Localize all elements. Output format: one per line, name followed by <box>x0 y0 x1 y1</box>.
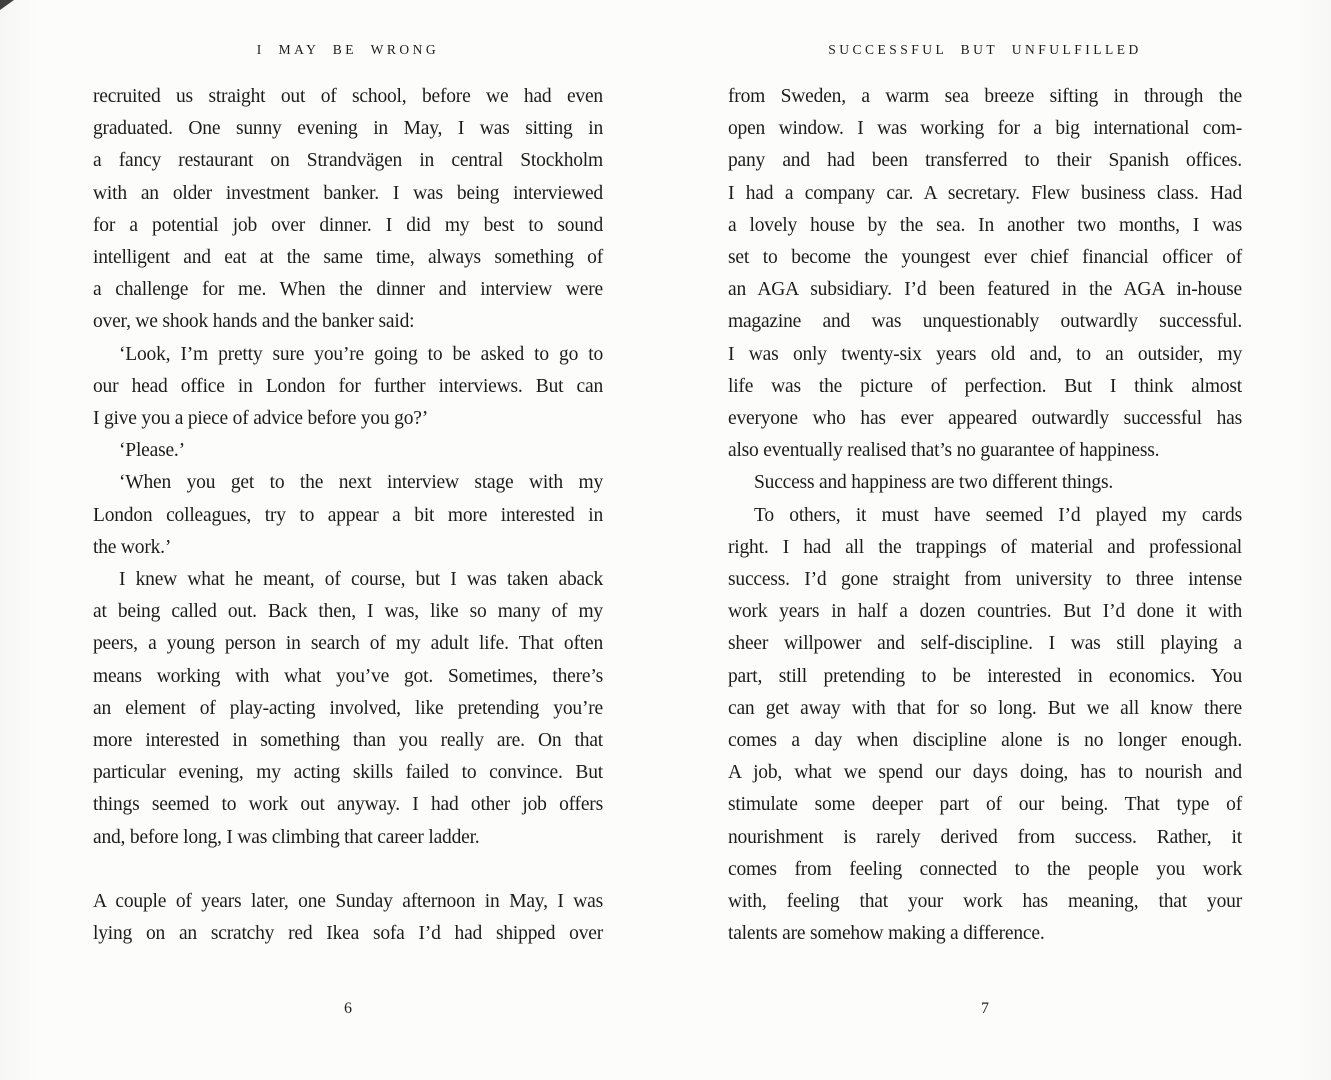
text-line: ‘When you get to the next interview stage with my <box>119 472 603 494</box>
text-line: A job, what we spend our days doing, has to nourish and <box>728 762 1242 784</box>
text-line: a lovely house by the sea. In another two months, I was <box>728 214 1242 236</box>
text-line: a challenge for me. When the dinner and interview were <box>93 279 603 301</box>
text-line: the work.’ <box>93 536 172 558</box>
text-line: with, feeling that your work has meaning, that your <box>728 891 1242 913</box>
text-line: I knew what he meant, of course, but I was taken aback <box>119 569 603 591</box>
text-line: part, still pretending to be interested in economics. You <box>728 665 1242 687</box>
text-line: right. I had all the trappings of material and professional <box>728 536 1242 558</box>
text-line: graduated. One sunny evening in May, I was sitting in <box>93 118 603 140</box>
page-body-right <box>728 81 1242 950</box>
text-line: comes a day when discipline alone is no longer enough. <box>728 730 1242 752</box>
text-line: more interested in something than you really are. On that <box>93 730 603 752</box>
text-line: our head office in London for further interviews. But can <box>93 375 603 397</box>
text-line: everyone who has ever appeared outwardly successful has <box>728 408 1242 430</box>
page-number-right: 7 <box>981 1000 989 1017</box>
text-line: life was the picture of perfection. But I think almost <box>728 375 1242 397</box>
text-line: with an older investment banker. I was being interviewed <box>93 182 603 204</box>
running-header-left: I MAY BE WRONG <box>256 42 440 57</box>
text-line: lying on an scratchy red Ikea sofa I’d had shipped over <box>93 923 603 945</box>
text-line: can get away with that for so long. But we all know there <box>728 697 1242 719</box>
text-line: London colleagues, try to appear a bit more interested in <box>93 504 603 526</box>
text-line: Success and happiness are two different things. <box>754 472 1114 494</box>
text-line: over, we shook hands and the banker said: <box>93 311 415 333</box>
text-line: a fancy restaurant on Strandvägen in central Stockholm <box>93 150 603 172</box>
text-line: To others, it must have seemed I’d played my cards <box>754 504 1242 526</box>
text-line: pany and had been transferred to their Spanish offices. <box>728 150 1242 172</box>
text-line: an element of play-acting involved, like pretending you’re <box>93 697 603 719</box>
text-line: means working with what you’ve got. Sometimes, there’s <box>93 665 603 687</box>
page-number-left: 6 <box>344 1000 352 1017</box>
page-body-left <box>93 81 603 950</box>
text-line: particular evening, my acting skills failed to convince. But <box>93 762 603 784</box>
text-line: open window. I was working for a big international com- <box>728 118 1242 140</box>
text-line: intelligent and eat at the same time, always something of <box>93 247 603 269</box>
page-left <box>93 0 603 1080</box>
text-line: ‘Please.’ <box>119 440 185 462</box>
page-right <box>728 0 1242 1080</box>
text-line: an AGA subsidiary. I’d been featured in the AGA in-house <box>728 279 1242 301</box>
running-header-right: SUCCESSFUL BUT UNFULFILLED <box>828 42 1142 57</box>
text-line: at being called out. Back then, I was, like so many of my <box>93 601 603 623</box>
text-line: also eventually realised that’s no guarantee of happiness. <box>728 440 1160 462</box>
text-line: recruited us straight out of school, before we had even <box>93 86 603 107</box>
text-line: ‘Look, I’m pretty sure you’re going to be asked to go to <box>119 343 603 365</box>
text-line: stimulate some deeper part of our being. That type of <box>728 794 1242 816</box>
text-line: things seemed to work out anyway. I had other job offers <box>93 794 603 816</box>
text-line: nourishment is rarely derived from success. Rather, it <box>728 826 1242 848</box>
text-line: I had a company car. A secretary. Flew business class. Had <box>728 182 1242 204</box>
text-line: success. I’d gone straight from university to three intense <box>728 569 1242 591</box>
text-line: I was only twenty-six years old and, to an outsider, my <box>728 343 1242 365</box>
text-line: from Sweden, a warm sea breeze sifting in through the <box>728 86 1242 107</box>
scan-corner-artifact <box>0 0 14 10</box>
text-line: magazine and was unquestionably outwardly successful. <box>728 311 1242 333</box>
text-line: talents are somehow making a difference. <box>728 923 1045 945</box>
text-line: I give you a piece of advice before you go?’ <box>93 408 429 430</box>
text-line: for a potential job over dinner. I did my best to sound <box>93 214 603 236</box>
text-line: work years in half a dozen countries. But I’d done it with <box>728 601 1242 623</box>
text-line: A couple of years later, one Sunday afternoon in May, I was <box>93 891 603 913</box>
text-line: and, before long, I was climbing that career ladder. <box>93 826 480 848</box>
text-line: sheer willpower and self-discipline. I was still playing a <box>728 633 1242 655</box>
text-line: set to become the youngest ever chief financial officer of <box>728 247 1242 269</box>
text-line: peers, a young person in search of my adult life. That often <box>93 633 603 655</box>
text-line: comes from feeling connected to the people you work <box>728 858 1242 880</box>
